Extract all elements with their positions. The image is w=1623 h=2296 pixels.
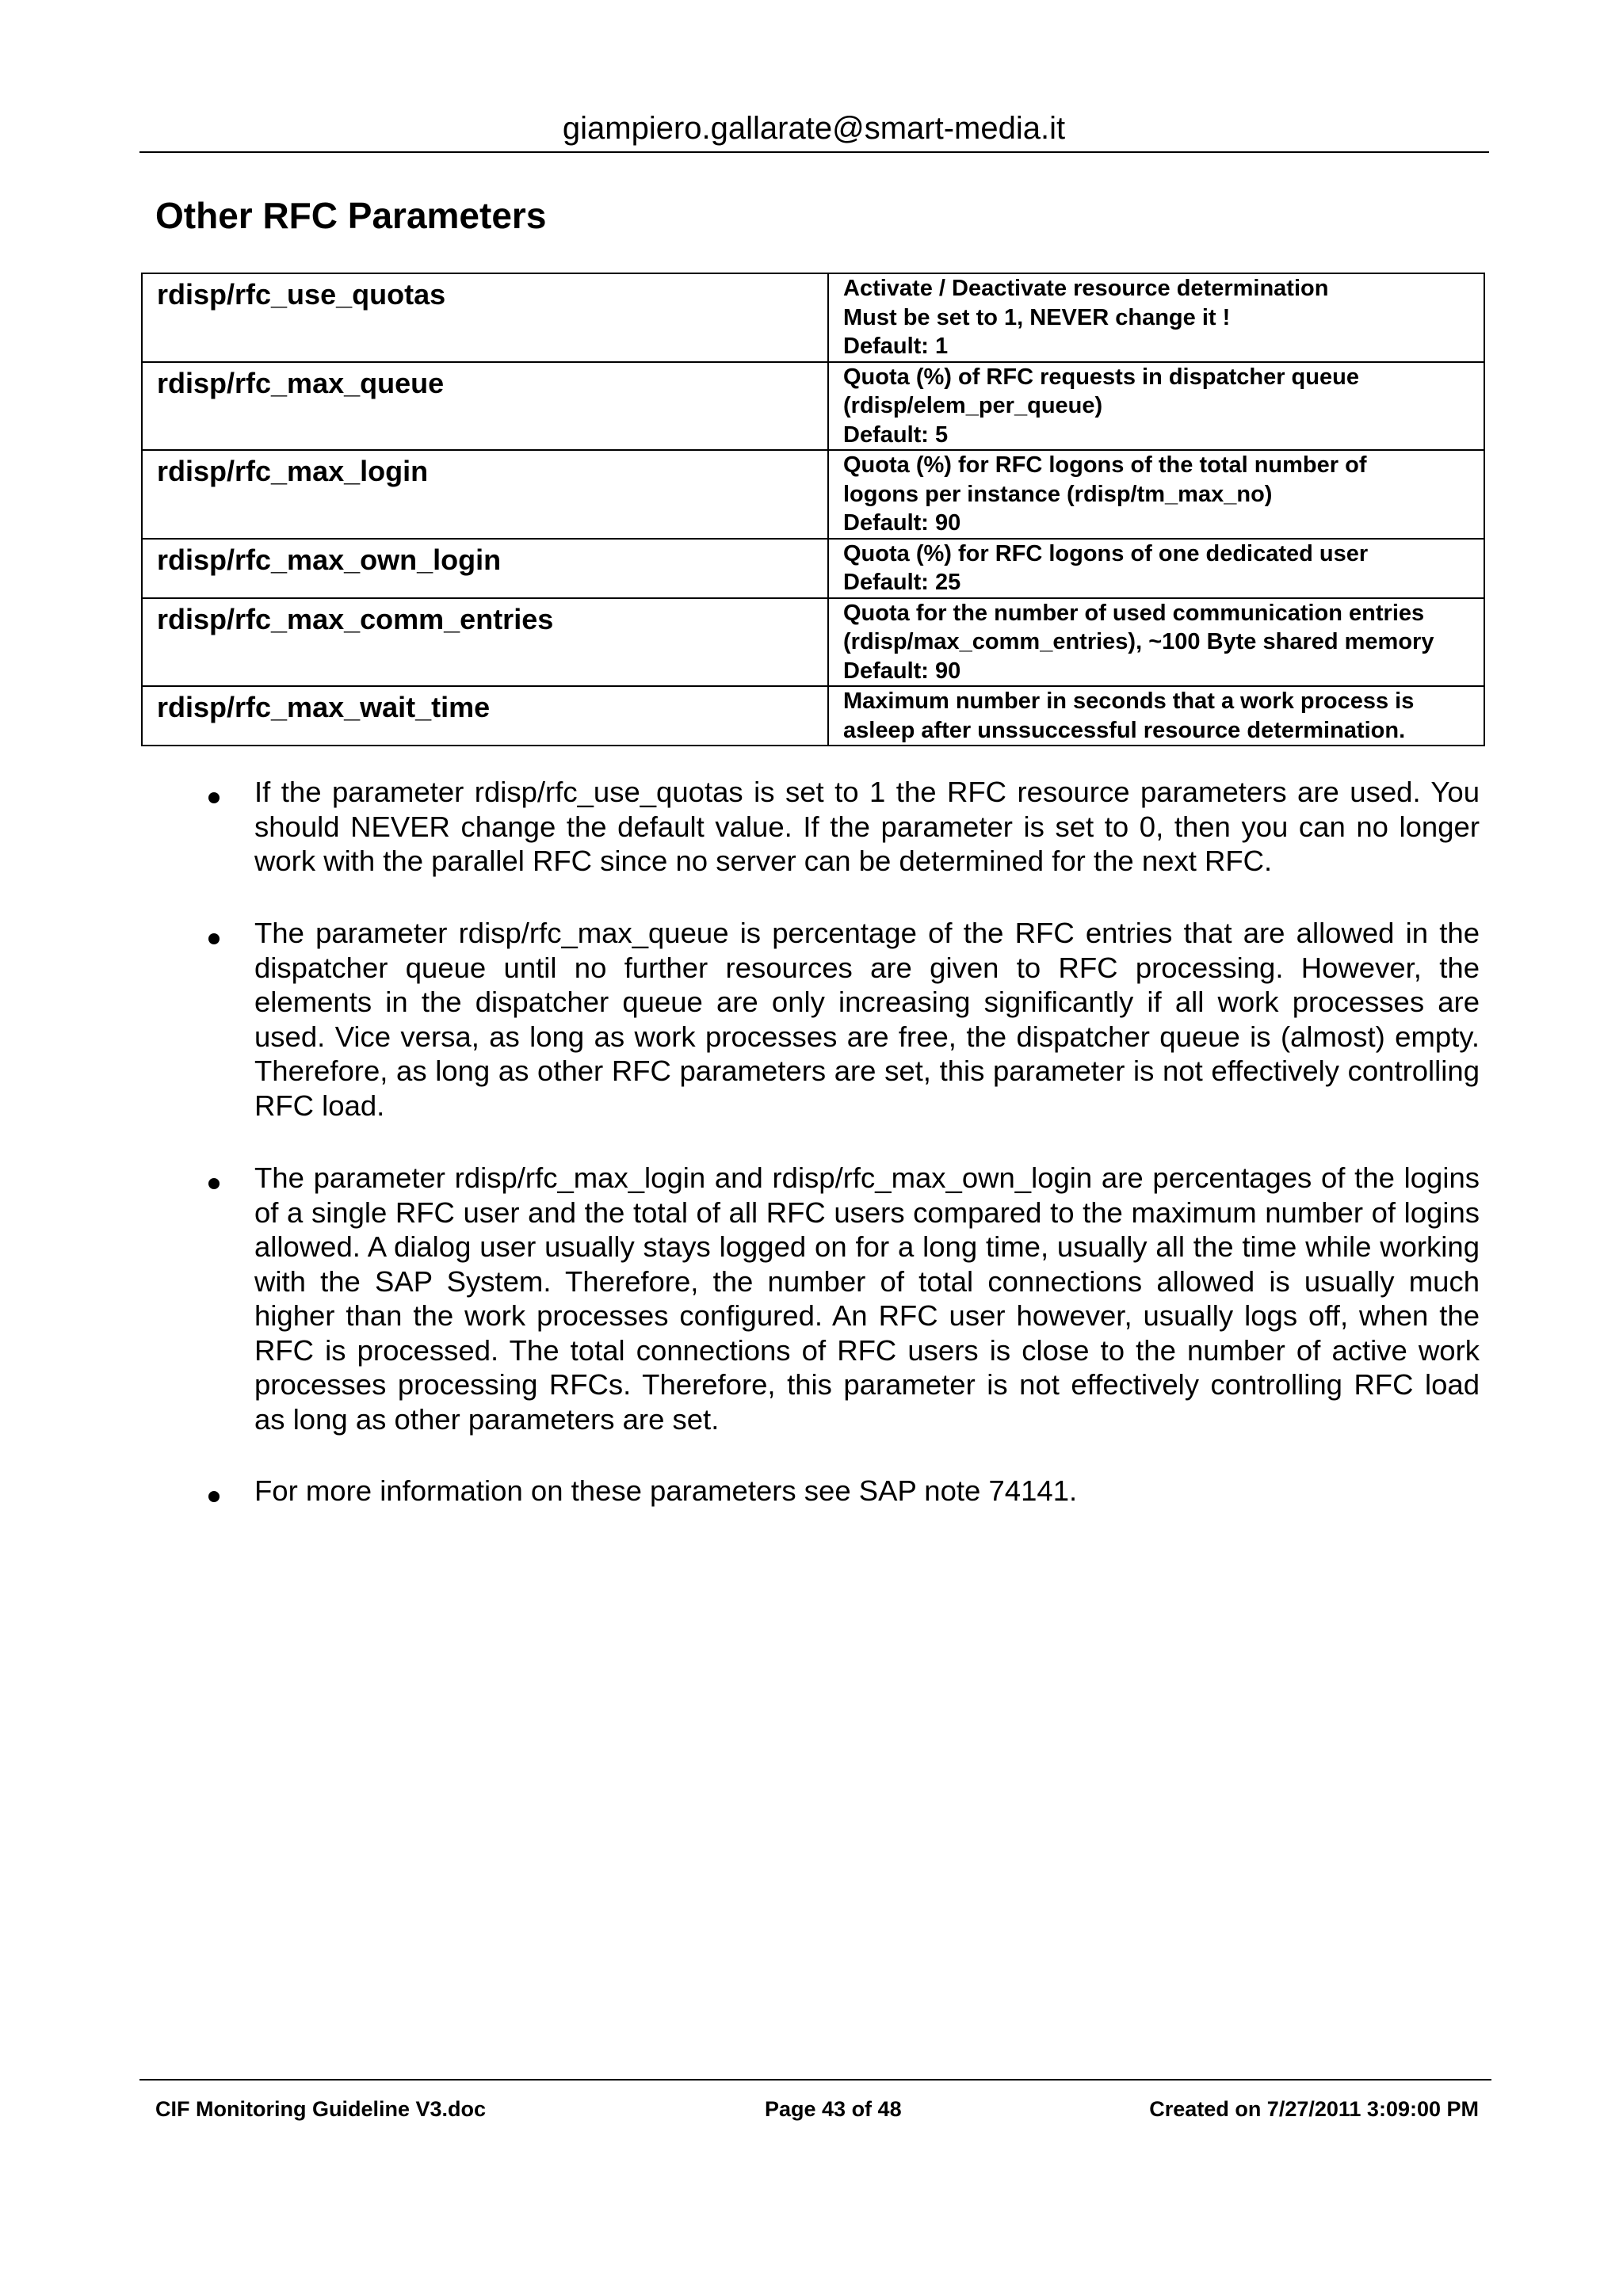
table-row — [142, 686, 1484, 746]
table-row — [142, 539, 1484, 598]
bullet-text: For more information on these parameters see SAP note 74141. — [254, 1474, 1078, 1507]
description-line: (rdisp/max_comm_entries), ~100 Byte shared memory — [843, 629, 1434, 654]
parameter-description — [828, 450, 1484, 539]
parameter-name: rdisp/rfc_max_own_login — [142, 539, 828, 598]
description-line: Quota (%) for RFC logons of one dedicated user — [843, 540, 1369, 566]
description-line: Quota (%) for RFC logons of the total number of — [843, 452, 1367, 478]
footer-created-date: Created on 7/27/2011 3:09:00 PM — [1149, 2097, 1479, 2121]
footer-document-name: CIF Monitoring Guideline V3.doc — [155, 2097, 486, 2121]
rfc-parameters-table — [141, 273, 1485, 746]
bullet-icon — [208, 1491, 220, 1502]
description-line: Maximum number in seconds that a work process is — [843, 688, 1415, 714]
parameter-name: rdisp/rfc_max_wait_time — [142, 686, 828, 746]
bullet-text: If the parameter rdisp/rfc_use_quotas is set to 1 the RFC resource parameters are used. You should NEVER change the default value. If the parameter is set to 0, then you can no longer work with the parallel RFC since no server can be determined for the next RFC. — [254, 776, 1480, 877]
footer-rule — [139, 2079, 1491, 2081]
section-title: Other RFC Parameters — [155, 195, 547, 236]
footer-page-number: Page 43 of 48 — [765, 2097, 902, 2121]
bullet-icon — [208, 1178, 220, 1189]
description-line: Default: 90 — [843, 510, 961, 536]
parameter-name: rdisp/rfc_max_queue — [142, 362, 828, 451]
table-row — [142, 273, 1484, 362]
page-header-email: giampiero.gallarate@smart-media.it — [562, 111, 1066, 146]
parameter-description — [828, 273, 1484, 362]
parameter-name: rdisp/rfc_use_quotas — [142, 273, 828, 362]
description-line: logons per instance (rdisp/tm_max_no) — [843, 481, 1273, 507]
table-row — [142, 450, 1484, 539]
bullet-text: The parameter rdisp/rfc_max_login and rdisp/rfc_max_own_login are percentages of the logins of a single RFC user and the total of all RFC users compared to the maximum number of logins allowed. A dialog user usually stays logged on for a long time, usually all the time while working with the SAP System. Therefore, the number of total connections allowed is usually much higher than the work processes configured. An RFC user however, usually logs off, when the RFC is processed. The total connections of RFC users is close to the number of active work processes processing RFCs. Therefore, this parameter is not effectively controlling RFC load as long as other parameters are set. — [254, 1161, 1480, 1436]
bullet-icon — [208, 933, 220, 944]
parameter-description — [828, 598, 1484, 687]
description-line: Must be set to 1, NEVER change it ! — [843, 304, 1231, 330]
bullet-text: The parameter rdisp/rfc_max_queue is percentage of the RFC entries that are allowed in the dispatcher queue until no further resources are given to RFC processing. However, the elements in the dispatcher queue are only increasing significantly if all work processes are used. Vice versa, as long as work processes are free, the dispatcher queue is (almost) empty. Therefore, as long as other RFC parameters are set, this parameter is not effectively controlling RFC load. — [254, 917, 1480, 1122]
description-line: Activate / Deactivate resource determination — [843, 276, 1329, 301]
parameter-name: rdisp/rfc_max_login — [142, 450, 828, 539]
description-line: asleep after unssuccessful resource determination. — [843, 717, 1406, 743]
description-line: Quota (%) of RFC requests in dispatcher queue — [843, 364, 1359, 390]
description-line: Default: 1 — [843, 334, 949, 359]
parameter-description — [828, 539, 1484, 598]
header-rule — [139, 151, 1489, 153]
description-line: Quota for the number of used communication entries — [843, 600, 1425, 626]
table-row — [142, 362, 1484, 451]
description-line: Default: 25 — [843, 570, 961, 595]
description-line: (rdisp/elem_per_queue) — [843, 393, 1103, 418]
description-line: Default: 5 — [843, 421, 949, 448]
parameter-description — [828, 686, 1484, 746]
parameter-description — [828, 362, 1484, 451]
parameter-name: rdisp/rfc_max_comm_entries — [142, 598, 828, 687]
bullet-icon — [208, 792, 220, 803]
table-row — [142, 598, 1484, 687]
description-line: Default: 90 — [843, 658, 961, 684]
